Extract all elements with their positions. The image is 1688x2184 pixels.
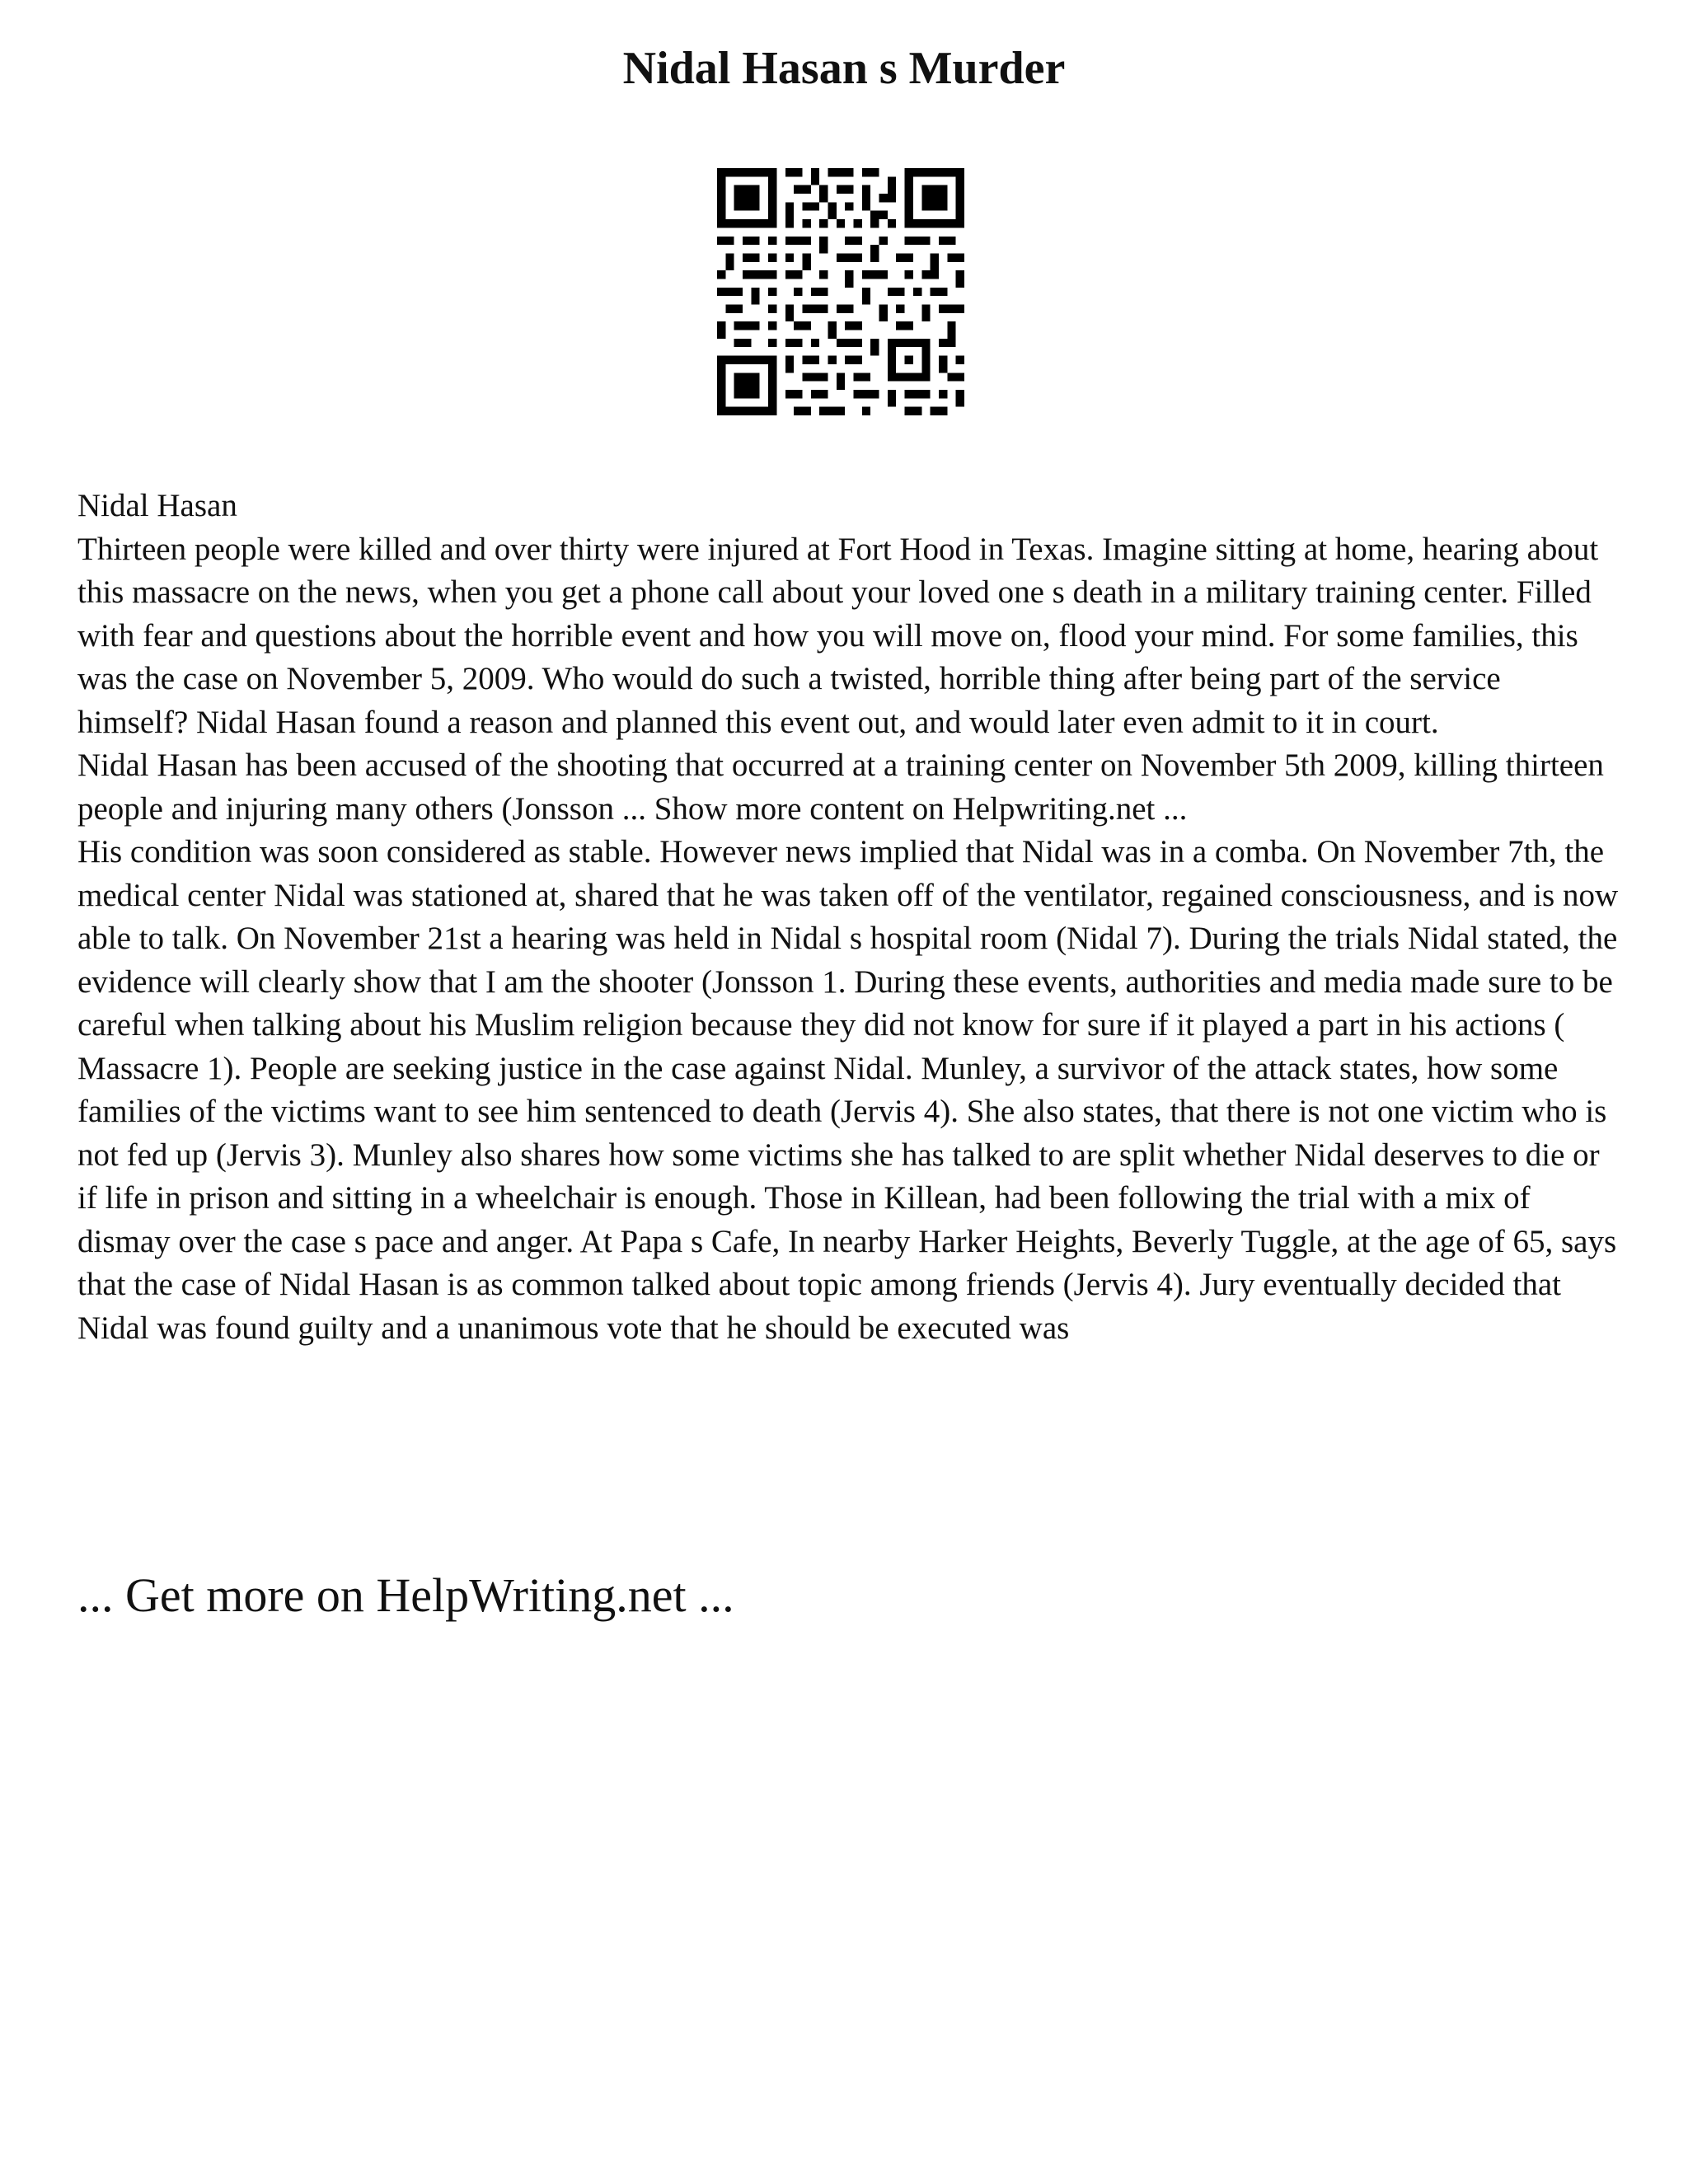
body-paragraph: His condition was soon considered as stable. However news implied that Nidal was in a comba. On November 7th, the medical center Nidal was stationed at, shared that he was taken off of the ventilator, regained consciousness, and is now able to talk. On November 21st a hearing was held in Nidal s hospital room (Nidal 7). During the trials Nidal stated, the evidence will clearly show that I am the shooter (Jonsson 1. During these events, authorities and media made sure to be careful when talking about his Muslim religion because they did not know for sure if it played a part in his actions ( Massacre 1). People are seeking justice in the case against Nidal. Munley, a survivor of the attack states, how some families of the victims want to see him sentenced to death (Jervis 4). She also states, that there is not one victim who is not fed up (Jervis 3). Munley also shares how some victims she has talked to are split whether Nidal deserves to die or if life in prison and sitting in a wheelchair is enough. Those in Killean, had been following the trial with a mix of dismay over the case s pace and anger. At Papa s Cafe, In nearby Harker Heights, Beverly Tuggle, at the age of 65, says that the case of Nidal Hasan is as common talked about topic among friends (Jervis 4). Jury eventually decided that Nidal was found guilty and a unanimous vote that he should be executed was	[77, 834, 1619, 1346]
document-title: Nidal Hasan s Murder	[622, 43, 1066, 94]
document-body	[77, 485, 1619, 1350]
get-more-link[interactable]: ... Get more on HelpWriting.net ...	[77, 1568, 734, 1622]
body-paragraph: Nidal Hasan has been accused of the shooting that occurred at a training center on November 5th 2009, killing thirteen people and injuring many others (Jonsson ... Show more content on Helpwriting.net ...	[77, 748, 1604, 827]
body-heading: Nidal Hasan	[77, 488, 237, 523]
body-paragraph: Thirteen people were killed and over thirty were injured at Fort Hood in Texas. Imagine sitting at home, hearing about this massacre on the news, when you get a phone call about your loved one s death in a military training center. Filled with fear and questions about the horrible event and how you will move on, flood your mind. For some families, this was the case on November 5, 2009. Who would do such a twisted, horrible thing after being part of the service himself? Nidal Hasan found a reason and planned this event out, and would later even admit to it in court.	[77, 531, 1599, 740]
qr-code-icon	[717, 168, 964, 415]
